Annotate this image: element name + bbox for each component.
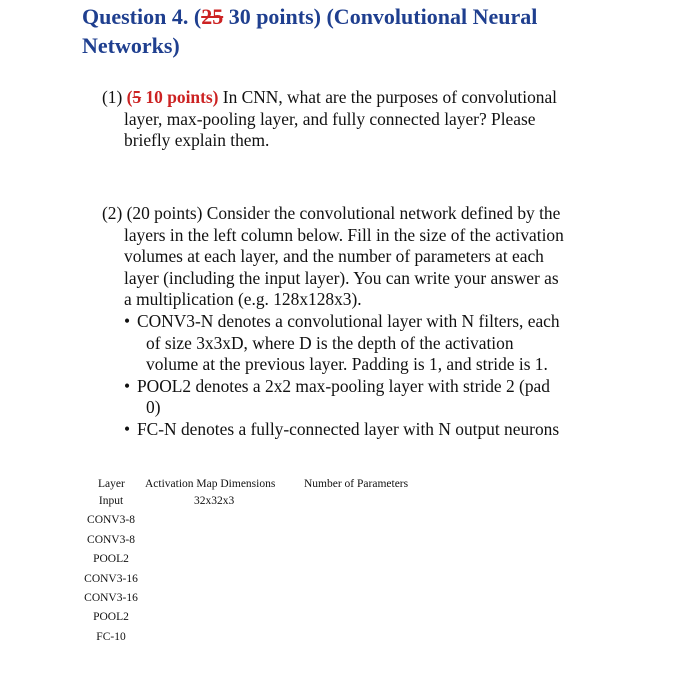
layer-row: CONV3-8 <box>87 533 135 546</box>
header-layer: Layer <box>98 478 125 490</box>
layer-row: FC-10 <box>96 630 126 643</box>
bullet-item <box>102 376 662 398</box>
bullet-dot-icon: • <box>124 310 131 331</box>
bullet-text: volume at the previous layer. Padding is 1, and stride is 1. <box>146 354 548 375</box>
part2-line2: layers in the left column below. Fill in the size of the activation <box>124 224 564 245</box>
title-line2: Networks) <box>82 33 180 58</box>
bullet-text: CONV3-N denotes a convolutional layer with N filters, each <box>137 310 560 331</box>
part2-paragraph <box>102 203 662 441</box>
layer-row: CONV3-16 <box>84 572 138 585</box>
part1-old-points: 5 <box>132 87 142 107</box>
layer-list <box>80 492 142 647</box>
part2-line3: volumes at each layer, and the number of parameters at each <box>124 246 544 267</box>
part2-line5: a multiplication (e.g. 128x128x3). <box>124 289 362 310</box>
title-old-points: 25 <box>201 4 224 29</box>
part1-line2: layer, max-pooling layer, and fully connected layer? Please <box>124 108 536 129</box>
part1-paragraph <box>102 87 642 152</box>
part1-new-points: 10 points) <box>141 87 219 107</box>
layer-row: Input <box>98 495 124 507</box>
part1-label: (1) <box>102 87 127 107</box>
part1-line3: briefly explain them. <box>124 130 270 151</box>
layer-row: CONV3-8 <box>87 514 135 527</box>
part2-line4: layer (including the input layer). You can write your answer as <box>124 267 559 288</box>
part1-line1-rest: In CNN, what are the purposes of convolutional <box>218 87 558 107</box>
title-prefix: Question 4. ( <box>82 4 202 29</box>
bullet-item <box>102 311 662 333</box>
bullet-dot-icon: • <box>124 375 131 396</box>
bullet-text: POOL2 denotes a 2x2 max-pooling layer with stride 2 (pad <box>137 375 550 396</box>
layer-row: POOL2 <box>93 553 129 566</box>
bullet-text: 0) <box>146 397 161 418</box>
title-new-points: 30 points) (Convolutional Neural <box>223 4 538 29</box>
input-dimensions-value: 32x32x3 <box>194 495 235 507</box>
part2-line1: (2) (20 points) Consider the convolutional network defined by the <box>102 203 561 223</box>
header-number-of-parameters: Number of Parameters <box>304 478 409 490</box>
part1-points-open: ( <box>126 87 133 107</box>
layer-row: POOL2 <box>93 611 129 624</box>
bullet-text: FC-N denotes a fully-connected layer with N output neurons <box>137 418 560 439</box>
layer-row: CONV3-16 <box>84 592 138 605</box>
bullet-text: of size 3x3xD, where D is the depth of the activation <box>146 332 514 353</box>
question-title <box>82 2 642 60</box>
bullet-item <box>102 419 662 441</box>
header-activation-dimensions: Activation Map Dimensions <box>145 478 276 490</box>
bullet-dot-icon: • <box>124 418 131 439</box>
